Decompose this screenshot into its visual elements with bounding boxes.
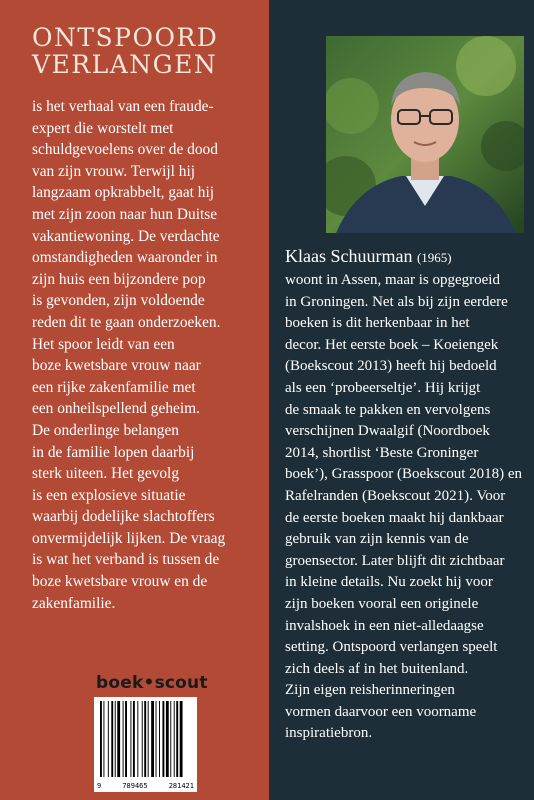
- title-line: VERLANGEN: [32, 50, 218, 79]
- barcode-bar: [117, 701, 120, 777]
- bio-line: decor. Het eerste boek – Koeiengek: [285, 336, 499, 353]
- isbn-digits: [94, 782, 197, 790]
- isbn-digit-group: 281421: [168, 782, 194, 790]
- barcode-bar: [108, 701, 109, 777]
- blurb-line: boze kwetsbare vrouw en de: [32, 573, 208, 591]
- isbn-digit-group: 789465: [122, 782, 148, 790]
- barcode-bar: [162, 701, 164, 777]
- bio-line: in Groningen. Net als bij zijn eerdere: [285, 293, 508, 310]
- bio-line: de smaak te pakken en vervolgens: [285, 401, 491, 418]
- author-bio: [285, 244, 525, 745]
- blurb-line: omstandigheden waaronder in: [32, 249, 218, 267]
- author-photo: [326, 36, 524, 233]
- bio-line: boek’), Grasspoor (Boekscout 2018) en: [285, 466, 523, 483]
- barcode-bar: [137, 701, 138, 777]
- barcode-bar: [125, 701, 127, 777]
- blurb-line: zijn huis een bijzondere pop: [32, 270, 206, 288]
- bio-line: 2014, shortlist ‘Beste Groninger: [285, 444, 479, 461]
- publisher-logo: [96, 673, 208, 693]
- barcode-bar: [111, 701, 113, 777]
- author-name: Klaas Schuurman: [285, 246, 413, 266]
- book-title: [32, 24, 218, 78]
- barcode-bar: [151, 701, 154, 777]
- blurb-line: langzaam opkrabbelt, gaat hij: [32, 184, 215, 202]
- barcode-bar: [174, 701, 175, 777]
- barcode-bar: [159, 701, 160, 777]
- bio-line: setting. Ontspoord verlangen speelt: [285, 639, 498, 656]
- blurb-line: een onheilspellend geheim.: [32, 400, 200, 418]
- blurb-line: reden dit te gaan onderzoeken.: [32, 313, 221, 331]
- barcode-bar: [180, 701, 183, 777]
- barcode-bar: [133, 701, 135, 777]
- book-blurb: [32, 96, 264, 614]
- blurb-line: De onderlinge belangen: [32, 421, 180, 439]
- blurb-line: sterk uiteen. Het gevolg: [32, 465, 180, 483]
- barcode-bars: [94, 697, 197, 781]
- bio-line: de eerste boeken maakt hij dankbaar: [285, 509, 504, 526]
- barcode-bar: [142, 701, 143, 777]
- barcode-bar: [100, 701, 102, 777]
- blurb-line: onvermijdelijk lijken. De vraag: [32, 529, 226, 547]
- bio-line: verschijnen Dwaalgif (Noordboek: [285, 423, 490, 440]
- blurb-line: vakantiewoning. De verdachte: [32, 227, 220, 245]
- barcode-bar: [148, 701, 149, 777]
- blurb-line: is het verhaal van een fraude-: [32, 98, 214, 115]
- author-portrait-image: [326, 36, 524, 233]
- publisher-logo-separator: •: [143, 673, 155, 693]
- blurb-line: is een explosieve situatie: [32, 486, 186, 504]
- barcode-bar: [166, 701, 169, 777]
- blurb-line: zakenfamilie.: [32, 594, 116, 612]
- bio-line: invalshoek in een niet-alledaagse: [285, 617, 484, 634]
- author-bio-text: [285, 270, 525, 745]
- blurb-line: een rijke zakenfamilie met: [32, 378, 196, 396]
- blurb-line: in de familie lopen daarbij: [32, 443, 195, 461]
- blurb-line: waarbij dodelijke slachtoffers: [32, 508, 215, 526]
- blurb-line: schuldgevoelens over de dood: [32, 141, 218, 159]
- bio-line: groensector. Later blijft dit zichtbaar: [285, 552, 505, 569]
- blurb-line: boze kwetsbare vrouw naar: [32, 357, 201, 375]
- barcode-bar: [144, 701, 146, 777]
- bio-line: inspiratiebron.: [285, 725, 373, 742]
- bio-line: zich deels af in het buitenland.: [285, 660, 469, 677]
- barcode-bar: [130, 701, 131, 777]
- isbn-barcode: [94, 697, 197, 792]
- title-line: ONTSPOORD: [32, 23, 219, 52]
- bio-line: als een ‘probeerseltje’. Hij krijgt: [285, 379, 481, 396]
- bio-line: (Boekscout 2013) heeft hij bedoeld: [285, 358, 497, 375]
- barcode-bar: [123, 701, 124, 777]
- bio-line: gebruik van zijn kennis van de: [285, 531, 469, 548]
- isbn-digit-group: 9: [97, 782, 102, 790]
- author-name-line: [285, 244, 525, 270]
- publisher-logo-part: scout: [154, 673, 208, 693]
- barcode-bar: [170, 701, 171, 777]
- blurb-line: is gevonden, zijn voldoende: [32, 292, 205, 310]
- blurb-line: is wat het verband is tussen de: [32, 551, 220, 569]
- blurb-line: van zijn vrouw. Terwijl hij: [32, 162, 196, 180]
- author-birth-year: (1965): [416, 250, 452, 265]
- bio-line: in kleine details. Nu zoekt hij voor: [285, 574, 493, 591]
- bio-line: vormen daarvoor een voorname: [285, 703, 477, 720]
- blurb-line: met zijn zoon naar hun Duitse: [32, 205, 218, 223]
- bio-line: Zijn eigen reisherinneringen: [285, 682, 455, 699]
- publisher-logo-part: boek: [96, 673, 144, 693]
- barcode-bar: [115, 701, 116, 777]
- bio-line: boeken is dit herkenbaar in het: [285, 315, 470, 332]
- blurb-line: expert die worstelt met: [32, 119, 174, 137]
- bio-line: woont in Assen, maar is opgegroeid: [285, 272, 500, 288]
- bio-line: Rafelranden (Boekscout 2021). Voor: [285, 487, 506, 504]
- barcode-bar: [176, 701, 178, 777]
- barcode-bar: [103, 701, 104, 777]
- bio-line: zijn boeken vooral een originele: [285, 595, 479, 612]
- barcode-bar: [156, 701, 157, 777]
- blurb-line: Het spoor leidt van een: [32, 335, 175, 353]
